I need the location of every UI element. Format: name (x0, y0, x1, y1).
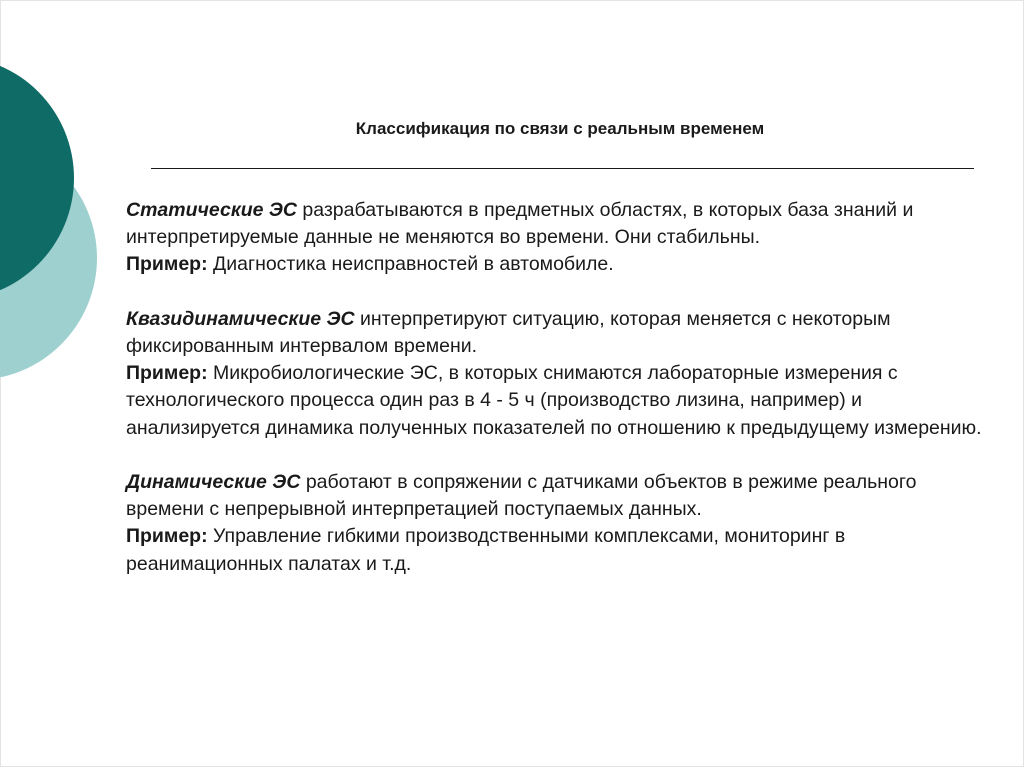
definition-dynamic: работают в сопряжении с датчиками объектов в режиме реального времени с непрерывной интерпретацией поступаемых данных. (126, 471, 917, 521)
definition-static: разрабатываются в предметных областях, в которых база знаний и интерпретируемые данные не меняются во времени. Они стабильны. (126, 199, 914, 249)
term-static: Статические ЭС (126, 199, 297, 221)
example-label-static: Пример: (126, 253, 208, 276)
title-divider (151, 168, 974, 169)
example-label-dynamic: Пример: (126, 525, 208, 548)
example-dynamic: Управление гибкими производственными комплексами, мониторинг в реанимационных палатах и т.д. (126, 525, 846, 575)
decorative-circles (0, 0, 140, 420)
section-dynamic (126, 469, 986, 578)
definition-quasidynamic: интерпретируют ситуацию, которая меняется с некоторым фиксированным интервалом времени. (126, 307, 891, 357)
example-label-quasidynamic: Пример: (126, 362, 208, 385)
term-quasidynamic: Квазидинамические ЭС (126, 307, 355, 330)
example-static: Диагностика неисправностей в автомобиле. (207, 253, 614, 276)
slide-title: Классификация по связи с реальным временем (355, 119, 765, 138)
term-dynamic: Динамические ЭС (126, 471, 301, 493)
section-quasidynamic (126, 306, 986, 442)
slide-body (126, 197, 986, 605)
section-static (126, 197, 986, 279)
example-quasidynamic: Микробиологические ЭС, в которых снимаются лабораторные измерения с технологического процесса один раз в 4 - 5 ч (производство лизина, например) и анализируется динамика полученных показателей по отношению к предыдущему измерению. (126, 362, 982, 439)
